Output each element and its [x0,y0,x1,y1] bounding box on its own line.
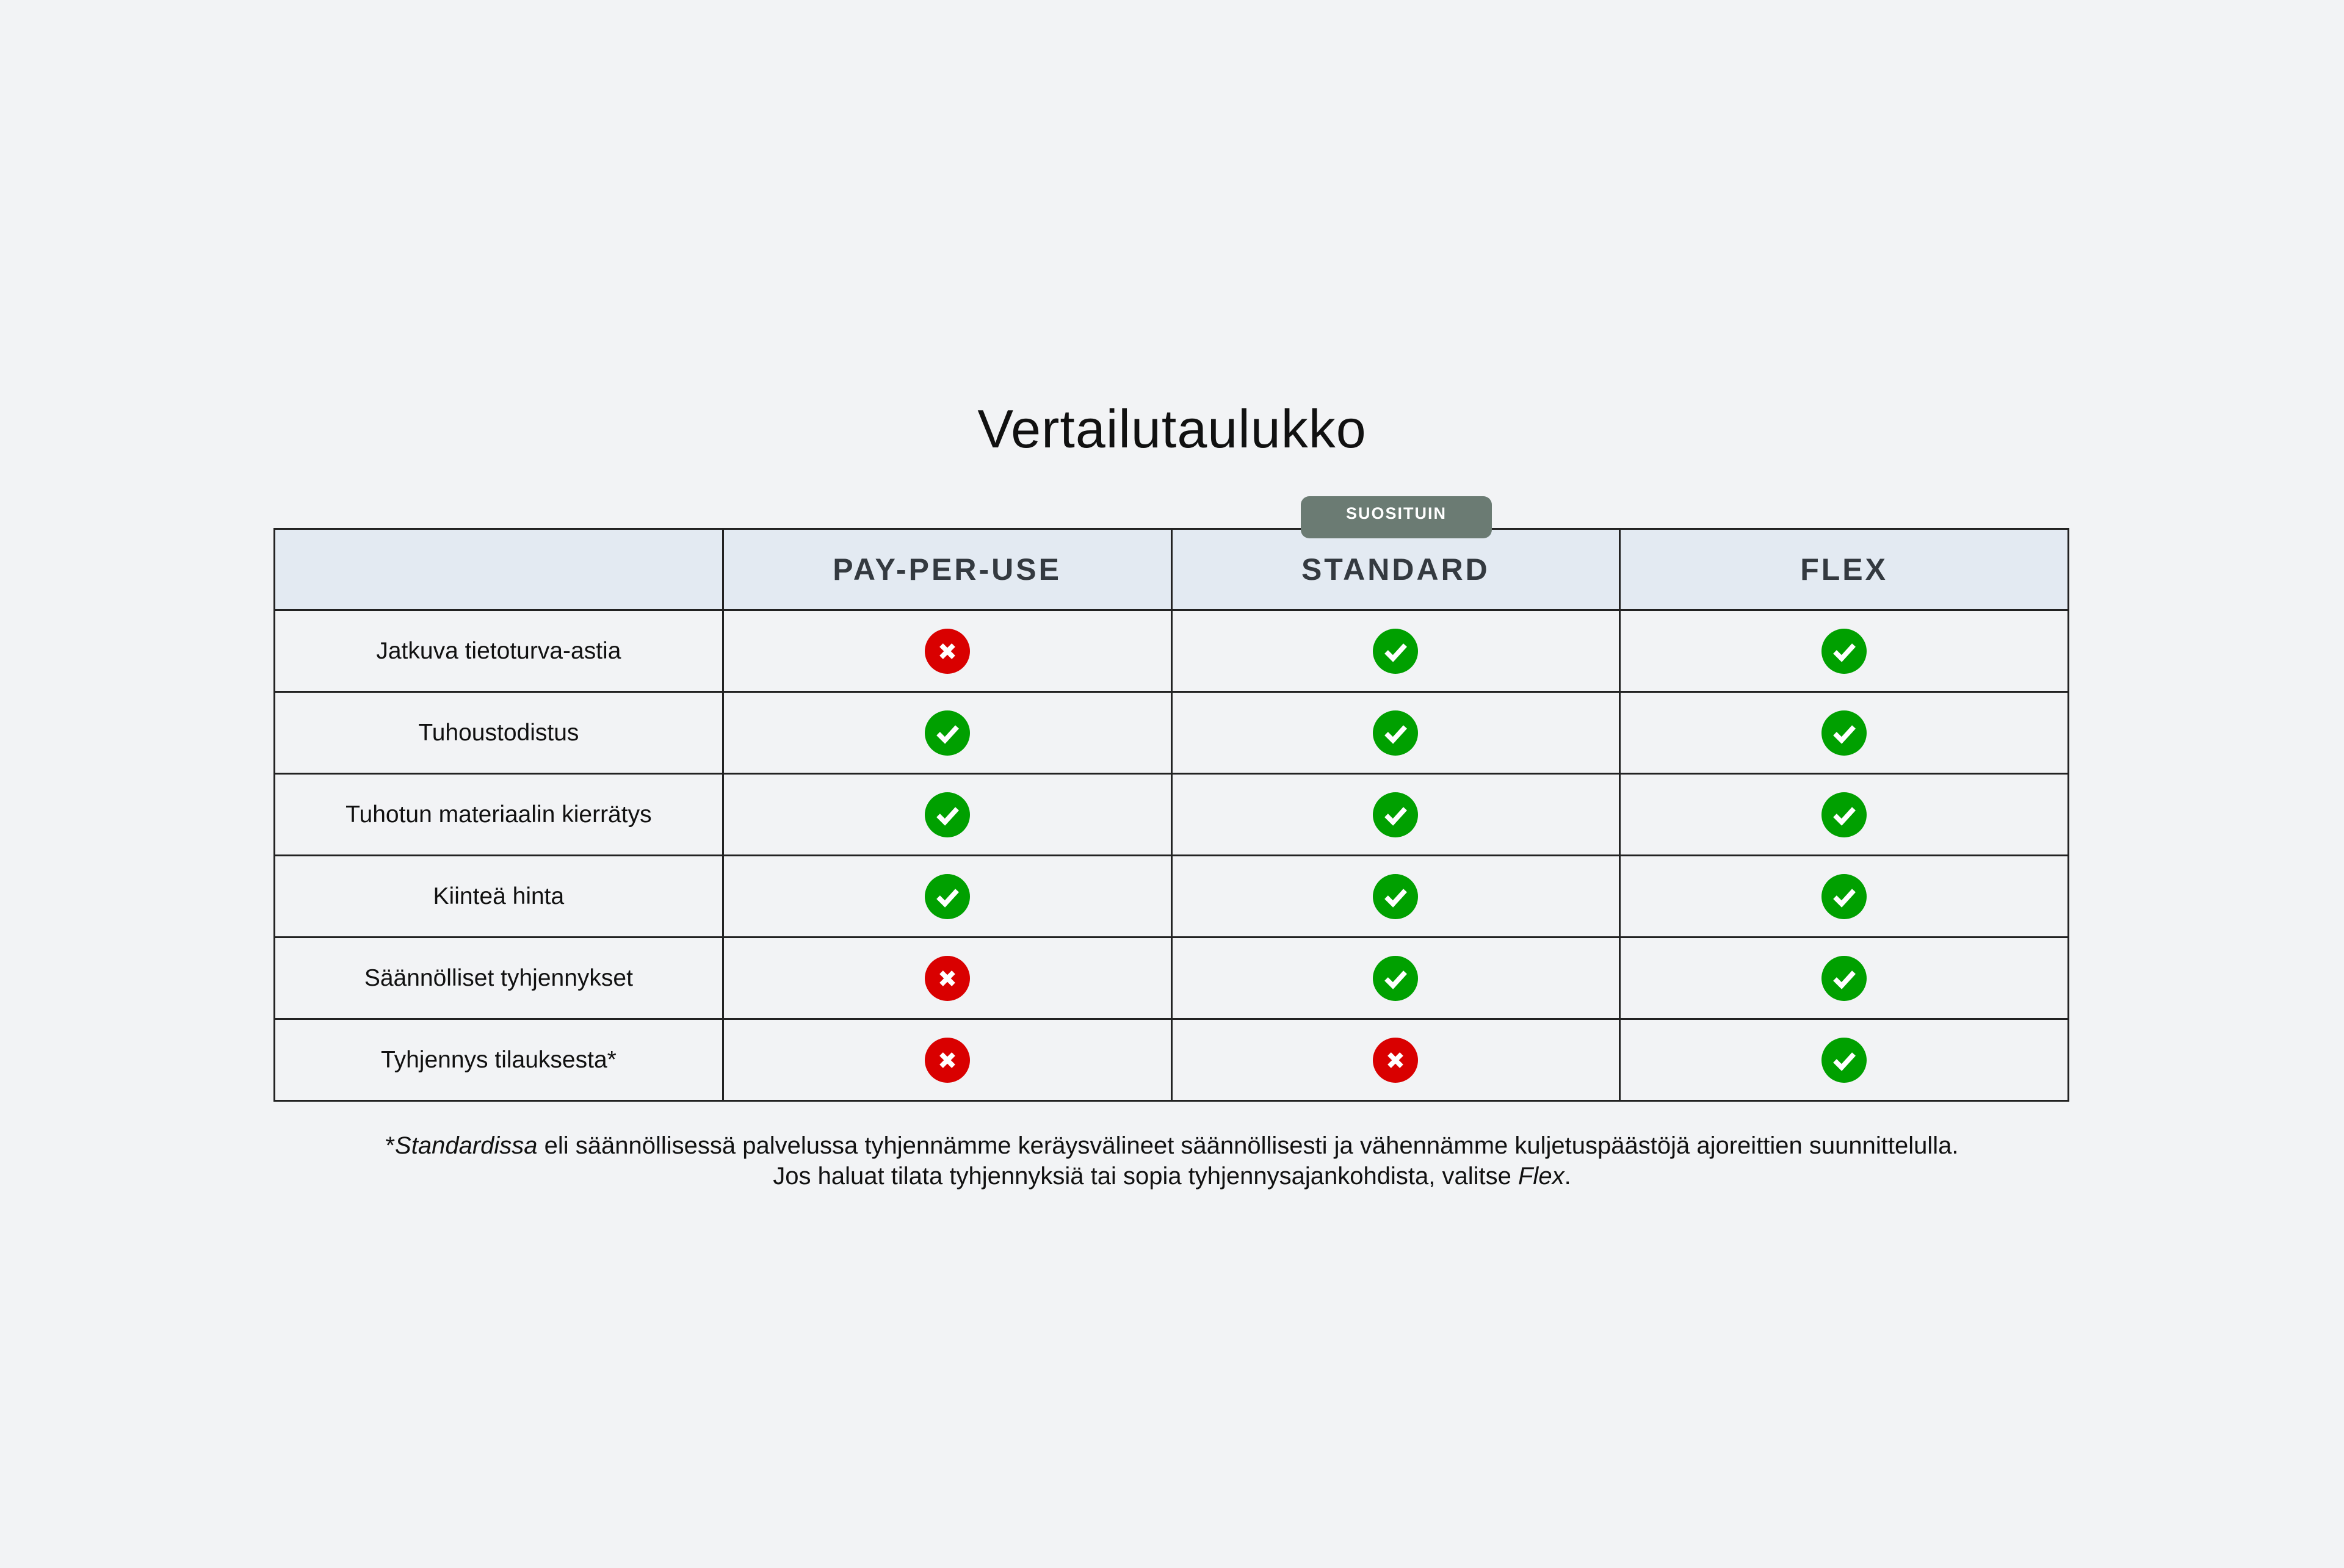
header-standard: STANDARD [1171,529,1620,610]
footnote [0,1130,2344,1191]
cell-flex [1620,856,2069,938]
table-row [275,938,2069,1019]
table-row [275,774,2069,856]
cell-standard [1171,938,1620,1019]
cell-flex [1620,938,2069,1019]
cell-flex [1620,1019,2069,1101]
cross-icon [1373,1038,1418,1083]
footnote-flex-italic: Flex [1518,1163,1564,1190]
feature-label: Tyhjennys tilauksesta* [275,1019,723,1101]
check-icon [925,874,970,919]
footnote-standard-italic: Standardissa [395,1132,538,1159]
footnote-star: * [385,1132,396,1159]
footnote-line-2 [0,1161,2344,1191]
cell-standard [1171,774,1620,856]
cross-icon [925,1038,970,1083]
footnote-line-2-end: . [1564,1163,1571,1190]
cell-flex [1620,774,2069,856]
check-icon [1821,874,1867,919]
cross-icon [925,956,970,1001]
cell-standard [1171,1019,1620,1101]
header-flex: FLEX [1620,529,2069,610]
header-empty [275,529,723,610]
cell-flex [1620,692,2069,774]
cell-pay-per-use [723,938,1171,1019]
cell-standard [1171,856,1620,938]
page-title: Vertailutaulukko [977,399,1367,459]
feature-label: Säännölliset tyhjennykset [275,938,723,1019]
check-icon [925,710,970,756]
check-icon [925,792,970,837]
cell-pay-per-use [723,856,1171,938]
cell-pay-per-use [723,610,1171,692]
check-icon [1821,629,1867,674]
table-row [275,1019,2069,1101]
check-icon [1373,874,1418,919]
table-row [275,692,2069,774]
cell-pay-per-use [723,1019,1171,1101]
cell-pay-per-use [723,692,1171,774]
cell-standard [1171,610,1620,692]
feature-label: Jatkuva tietoturva-astia [275,610,723,692]
check-icon [1821,956,1867,1001]
feature-label: Tuhotun materiaalin kierrätys [275,774,723,856]
cross-icon [925,629,970,674]
footnote-line-2-text: Jos haluat tilata tyhjennyksiä tai sopia tyhjennysajankohdista, valitse [773,1163,1518,1190]
footnote-line-1 [0,1130,2344,1161]
recommended-badge: SUOSITUIN [1301,496,1492,538]
check-icon [1373,710,1418,756]
comparison-table [273,528,2069,1102]
check-icon [1821,1038,1867,1083]
cell-pay-per-use [723,774,1171,856]
check-icon [1373,956,1418,1001]
check-icon [1373,792,1418,837]
cell-standard [1171,692,1620,774]
feature-label: Kiinteä hinta [275,856,723,938]
table-row [275,610,2069,692]
cell-flex [1620,610,2069,692]
table-row [275,856,2069,938]
header-pay-per-use: PAY-PER-USE [723,529,1171,610]
feature-label: Tuhoustodistus [275,692,723,774]
check-icon [1821,710,1867,756]
table-header-row [275,529,2069,610]
check-icon [1373,629,1418,674]
check-icon [1821,792,1867,837]
footnote-line-1-text: eli säännöllisessä palvelussa tyhjennämme keräysvälineet säännöllisesti ja vähennämme kuljetuspäästöjä ajoreittien suunnittelulla. [537,1132,1959,1159]
